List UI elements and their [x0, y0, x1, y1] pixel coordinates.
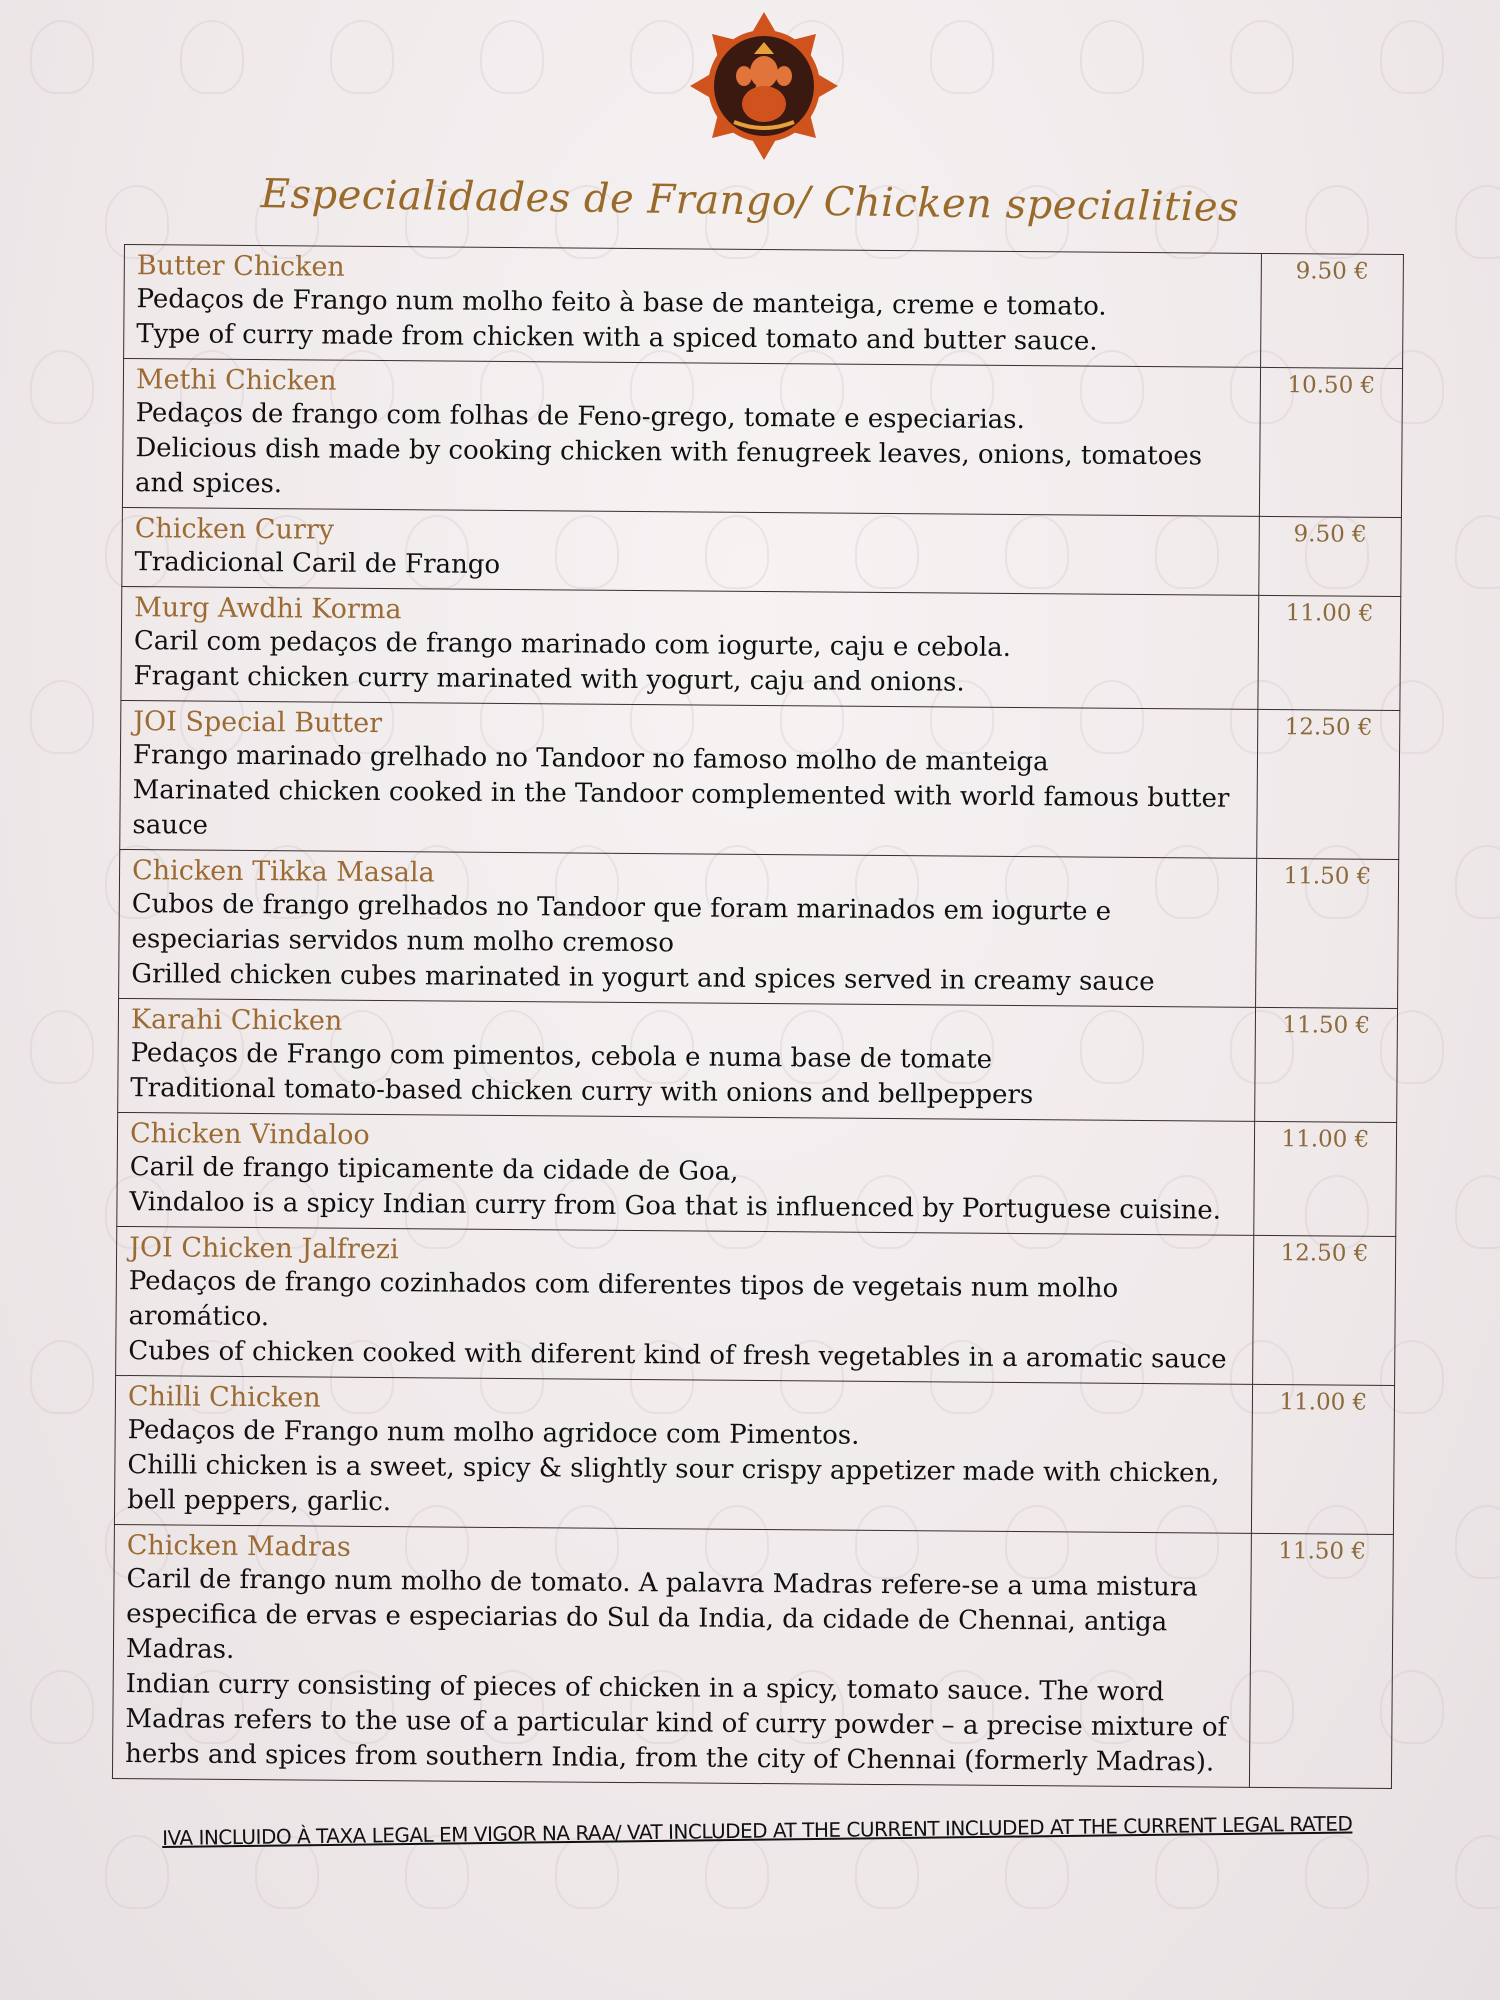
menu-row — [122, 507, 1402, 596]
pattern-motif — [1455, 845, 1500, 919]
dish-description-en: Vindaloo is a spicy Indian curry from Goa that is influenced by Portuguese cuisine. — [129, 1187, 1222, 1226]
dish-name: Chicken Madras — [126, 1530, 351, 1563]
dish-price: 11.50 € — [1255, 858, 1398, 1008]
dish-description-pt: Pedaços de Frango num molho agridoce com Pimentos. — [127, 1415, 860, 1451]
pattern-motif — [1380, 20, 1444, 94]
pattern-motif — [30, 20, 94, 94]
dish-price: 9.50 € — [1260, 253, 1403, 368]
pattern-motif — [630, 20, 694, 94]
dish-name: Methi Chicken — [135, 364, 337, 397]
menu-row — [119, 849, 1399, 1008]
dish-description-pt: Frango marinado grelhado no Tandoor no famoso molho de manteiga — [132, 740, 1049, 778]
dish-description-en: Chilli chicken is a sweet, spicy & slightly sour crispy appetizer made with chicken, bell peppers, garlic. — [127, 1450, 1220, 1518]
dish-name: Chicken Tikka Masala — [131, 855, 435, 889]
pattern-motif — [30, 1670, 94, 1744]
pattern-motif — [1455, 1835, 1500, 1909]
pattern-motif — [1005, 1835, 1069, 1909]
dish-description-pt: Pedaços de frango com folhas de Feno-grego, tomate e especiarias. — [135, 398, 1025, 436]
menu-row — [120, 700, 1400, 859]
dish-price: 12.50 € — [1252, 1235, 1395, 1385]
dish-price: 11.50 € — [1249, 1533, 1393, 1788]
pattern-motif — [1080, 20, 1144, 94]
menu-row — [116, 1226, 1396, 1385]
pattern-motif — [30, 350, 94, 424]
dish-cell — [122, 507, 1259, 595]
dish-description-pt: Caril com pedaços de frango marinado com iogurte, caju e cebola. — [133, 626, 1012, 663]
menu-table — [112, 244, 1404, 1789]
menu-row — [114, 1375, 1394, 1534]
menu-row — [112, 1524, 1393, 1788]
menu-row — [122, 359, 1402, 518]
pattern-motif — [855, 1835, 919, 1909]
dish-price: 10.50 € — [1259, 367, 1402, 517]
menu-row — [118, 998, 1398, 1122]
dish-name: JOI Special Butter — [133, 706, 383, 740]
dish-cell — [119, 849, 1257, 1007]
dish-description-pt: Caril de frango tipicamente da cidade de Goa, — [129, 1152, 739, 1187]
menu-row — [117, 1112, 1397, 1236]
pattern-motif — [1305, 1835, 1369, 1909]
dish-description-pt: Pedaços de Frango num molho feito à base de manteiga, creme e tomato. — [136, 284, 1107, 322]
dish-cell — [121, 586, 1259, 709]
pattern-motif — [1230, 20, 1294, 94]
pattern-motif — [105, 1835, 169, 1909]
pattern-motif — [30, 680, 94, 754]
pattern-motif — [180, 20, 244, 94]
menu-row — [121, 586, 1401, 710]
dish-price: 11.00 € — [1258, 595, 1401, 710]
dish-description-pt: Pedaços de Frango com pimentos, cebola e numa base de tomate — [130, 1038, 993, 1075]
pattern-motif — [930, 20, 994, 94]
pattern-motif — [705, 1835, 769, 1909]
pattern-motif — [555, 1835, 619, 1909]
pattern-motif — [1455, 515, 1500, 589]
vat-footer-note: IVA INCLUIDO À TAXA LEGAL EM VIGOR NA RAA/ VAT INCLUDED AT THE CURRENT INCLUDED AT THE CURRENT LEGAL RATED — [162, 1811, 1353, 1850]
ganesha-logo-icon — [688, 10, 840, 162]
dish-description-pt: Pedaços de frango cozinhados com diferentes tipos de vegetais num molho aromático. — [128, 1266, 1119, 1333]
pattern-motif — [1455, 1505, 1500, 1579]
dish-name: Chicken Curry — [134, 513, 335, 546]
dish-cell — [114, 1375, 1252, 1533]
dish-description-pt: Cubos de frango grelhados no Tandoor que foram marinados em iogurte e especiarias servidos num molho cremoso — [131, 889, 1112, 959]
dish-description-en: Fragant chicken curry marinated with yogurt, caju and onions. — [133, 661, 965, 698]
menu-row — [124, 245, 1404, 369]
pattern-motif — [330, 20, 394, 94]
dish-cell — [117, 1112, 1255, 1235]
dish-cell — [112, 1524, 1251, 1787]
dish-name: JOI Chicken Jalfrezi — [128, 1232, 399, 1266]
dish-description-en: Grilled chicken cubes marinated in yogurt and spices served in creamy sauce — [131, 959, 1155, 998]
menu-table-container — [112, 244, 1424, 1789]
dish-price: 12.50 € — [1256, 709, 1399, 859]
dish-description-en: Cubes of chicken cooked with diferent kind of fresh vegetables in a aromatic sauce — [128, 1336, 1227, 1375]
dish-description-pt: Caril de frango num molho de tomato. A palavra Madras refere-se a uma mistura especifica de ervas e especiarias do Sul da India, da cidade de Chennai, antiga Madras. — [125, 1564, 1198, 1665]
dish-cell — [120, 700, 1258, 858]
pattern-motif — [30, 1010, 94, 1084]
dish-price: 11.00 € — [1251, 1384, 1394, 1534]
pattern-motif — [1155, 1835, 1219, 1909]
pattern-motif — [30, 1340, 94, 1414]
dish-name: Karahi Chicken — [130, 1004, 343, 1037]
dish-price: 11.00 € — [1254, 1121, 1397, 1236]
dish-cell — [116, 1226, 1254, 1384]
dish-description-en: Type of curry made from chicken with a spiced tomato and butter sauce. — [136, 319, 1098, 357]
page-title: Especialidades de Frango/ Chicken specialities — [260, 171, 1240, 231]
dish-name: Butter Chicken — [136, 250, 345, 283]
pattern-motif — [1455, 1175, 1500, 1249]
dish-cell — [118, 998, 1256, 1121]
dish-description-en: Traditional tomato-based chicken curry with onions and bellpeppers — [130, 1073, 1034, 1111]
dish-name: Chilli Chicken — [127, 1381, 321, 1414]
dish-description-pt: Tradicional Caril de Frango — [134, 547, 501, 580]
dish-cell — [124, 245, 1262, 368]
dish-name: Murg Awdhi Korma — [134, 592, 402, 626]
dish-description-en: Marinated chicken cooked in the Tandoor complemented with world famous butter sauce — [132, 775, 1230, 841]
dish-name: Chicken Vindaloo — [129, 1118, 370, 1151]
dish-price: 9.50 € — [1259, 516, 1402, 596]
pattern-motif — [480, 20, 544, 94]
dish-description-en: Indian curry consisting of pieces of chicken in a spicy, tomato sauce. The word Madras refers to the use of a particular kind of curry powder – a precise mixture of herbs and spices from southern India, from the city of Chennai (formerly Madras). — [125, 1669, 1228, 1778]
dish-cell — [122, 359, 1260, 517]
dish-price: 11.50 € — [1254, 1007, 1397, 1122]
dish-description-en: Delicious dish made by cooking chicken with fenugreek leaves, onions, tomatoes and spices. — [135, 433, 1203, 500]
